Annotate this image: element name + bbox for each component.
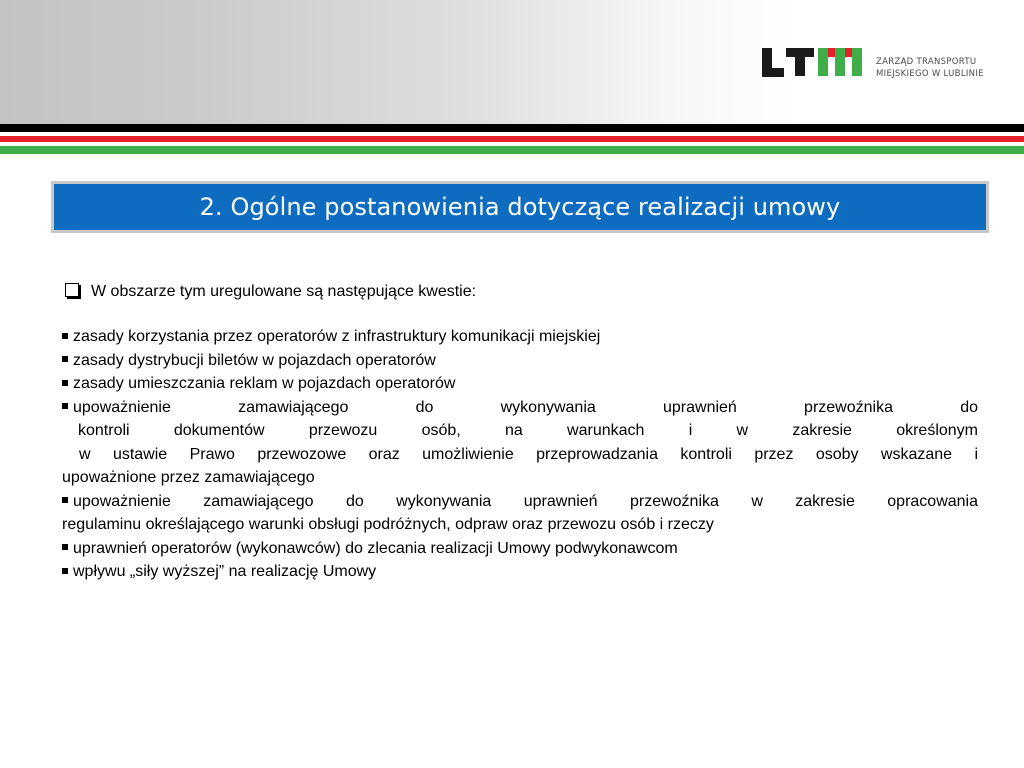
square-bullet-icon (62, 356, 68, 362)
logo-letter-m-middle (835, 48, 845, 76)
square-bullet-icon (62, 544, 68, 550)
list-item-line: upoważnione przez zamawiającego (62, 469, 315, 486)
square-bullet-icon (62, 403, 68, 409)
title-bar (51, 181, 989, 233)
spacer (62, 303, 978, 325)
square-bullet-icon (62, 568, 68, 574)
header-stripes (0, 124, 1024, 156)
list-item-text: zasady dystrybucji biletów w pojazdach operatorów (73, 351, 436, 369)
logo-letter-l-base (762, 68, 784, 77)
list-item-line (62, 490, 978, 514)
logo-caption-line-1: ZARZĄD TRANSPORTU (876, 57, 977, 67)
intro-text: W obszarze tym uregulowane są następujące kwestie: (91, 283, 477, 300)
slide-content (62, 280, 978, 584)
logo-caption-line-2: MIEJSKIEGO W LUBLINIE (876, 69, 984, 79)
logo-caption (876, 56, 984, 80)
slide-title: 2. Ogólne postanowienia dotyczące realizacji umowy (199, 193, 841, 221)
list-item-line: regulaminu określającego warunki obsługi podróżnych, odpraw oraz przewozu osób i rzeczy (62, 516, 714, 533)
list-item (62, 325, 978, 349)
logo-letter-m-right (852, 48, 862, 76)
list-item (62, 349, 978, 373)
checkbox-square-icon (65, 283, 79, 297)
list-item (62, 490, 978, 537)
list-item-line (62, 396, 978, 420)
list-item (62, 396, 978, 490)
list-item (62, 537, 978, 561)
list-item (62, 372, 978, 396)
list-item-text: uprawnień operatorów (wykonawców) do zlecania realizacji Umowy podwykonawcom (73, 539, 678, 557)
list-item (62, 560, 978, 584)
list-item-line: kontroli dokumentów przewozu osób, na warunkach i w zakresie określonym (78, 422, 978, 439)
logo-letter-m-left (818, 48, 828, 76)
stripe-black (0, 124, 1024, 132)
ltm-logo-mark (762, 46, 866, 82)
stripe-red (0, 136, 1024, 142)
square-bullet-icon (62, 497, 68, 503)
list-item-text: zasady umieszczania reklam w pojazdach operatorów (73, 375, 456, 392)
logo-letter-t-stem (795, 48, 805, 76)
ztm-lublin-logo (762, 46, 992, 82)
stripe-green (0, 146, 1024, 154)
square-bullet-icon (62, 380, 68, 386)
list-item-line: w ustawie Prawo przewozowe oraz umożliwienie przeprowadzania kontroli przez osoby wskazane i (79, 445, 978, 463)
square-bullet-icon (62, 333, 68, 339)
list-item-text: upoważnienie zamawiającego do wykonywania uprawnień przewoźnika w zakresie opracowania (73, 492, 978, 510)
list-item-text: wpływu „siły wyższej” na realizację Umowy (73, 563, 377, 580)
intro-line (62, 280, 978, 303)
list-item-text: upoważnienie zamawiającego do wykonywania uprawnień przewoźnika do (73, 398, 978, 416)
list-item-text: zasady korzystania przez operatorów z infrastruktury komunikacji miejskiej (73, 328, 601, 345)
